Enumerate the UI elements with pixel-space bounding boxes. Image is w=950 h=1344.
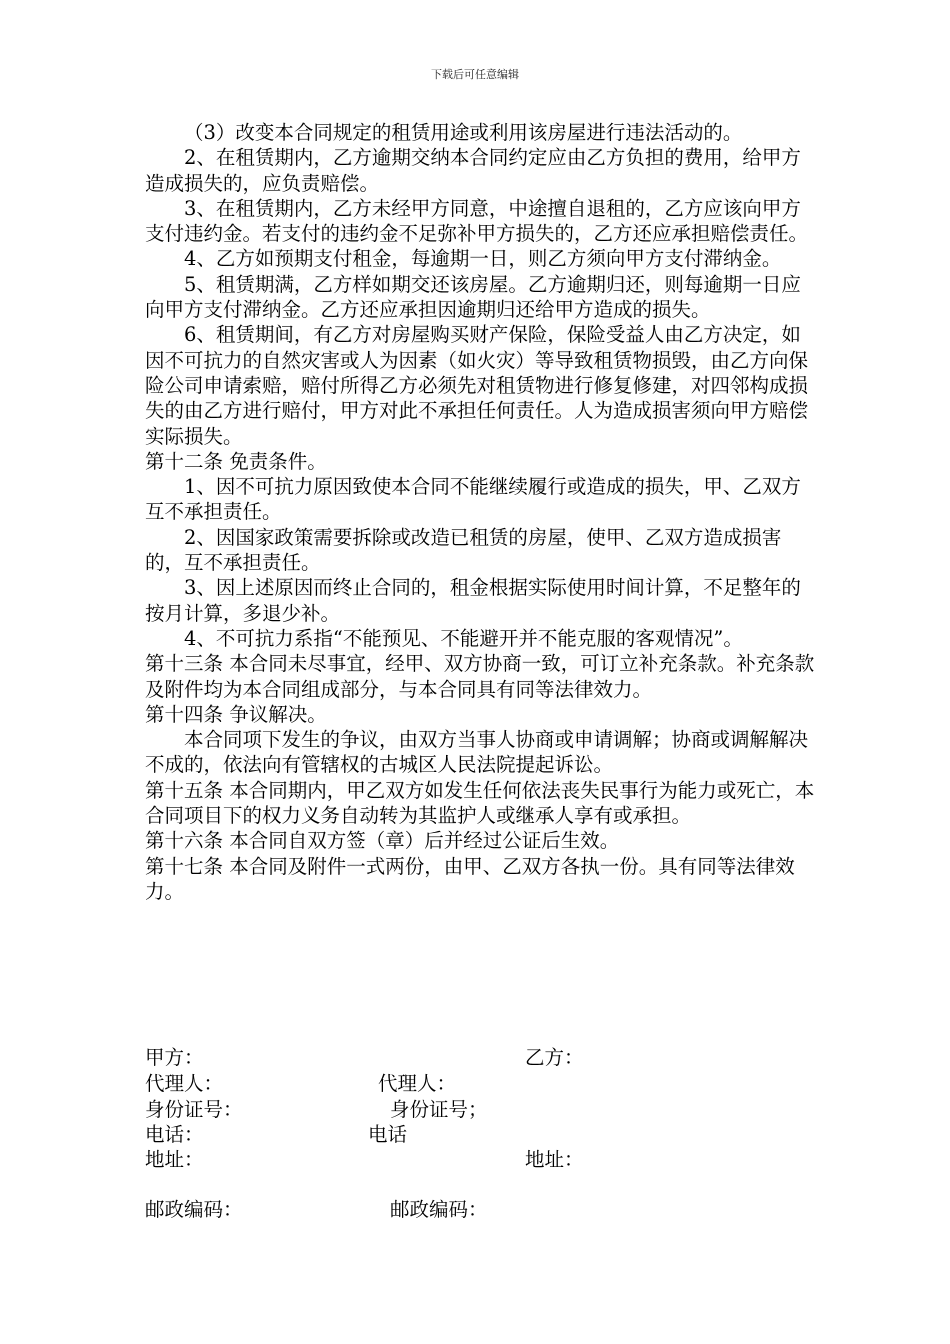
id-a-label: 身份证号： — [145, 1098, 243, 1121]
article-paragraph: 第十三条 本合同未尽事宜，经甲、双方协商一致，可订立补充条款。补充条款及附件均为本合同组成部分，与本合同具有同等法律效力。 — [145, 652, 815, 701]
phone-a-label: 电话： — [145, 1123, 204, 1146]
clause-paragraph: 4、乙方如预期支付租金，每逾期一日，则乙方须向甲方支付滞纳金。 — [184, 247, 782, 271]
clause-paragraph: 本合同项下发生的争议，由双方当事人协商或申请调解；协商或调解解决不成的，依法向有管辖权的古城区人民法院提起诉讼。 — [145, 728, 809, 777]
agent-a-label: 代理人： — [145, 1072, 224, 1095]
postal-a-label: 邮政编码： — [145, 1198, 243, 1221]
clause-paragraph: 2、在租赁期内，乙方逾期交纳本合同约定应由乙方负担的费用，给甲方造成损失的，应负责赔偿。 — [145, 146, 801, 195]
party-a-label: 甲方： — [145, 1046, 204, 1069]
article-paragraph: 第十六条 本合同自双方签（章）后并经过公证后生效。 — [145, 829, 620, 853]
page-header: 下载后可任意编辑 — [431, 68, 519, 81]
article-paragraph: 第十七条 本合同及附件一式两份，由甲、乙双方各执一份。具有同等法律效力。 — [145, 854, 795, 903]
article-heading: 第十四条 争议解决。 — [145, 702, 327, 726]
article-heading: 第十二条 免责条件。 — [145, 449, 327, 473]
party-b-label: 乙方： — [525, 1046, 584, 1069]
clause-paragraph: 1、因不可抗力原因致使本合同不能继续履行或造成的损失，甲、乙双方互不承担责任。 — [145, 475, 801, 524]
clause-paragraph: 3、在租赁期内，乙方未经甲方同意，中途擅自退租的，乙方应该向甲方支付违约金。若支付的违约金不足弥补甲方损失的，乙方还应承担赔偿责任。 — [145, 196, 809, 246]
phone-b-label: 电话 — [368, 1123, 408, 1146]
postal-b-label: 邮政编码： — [390, 1198, 488, 1221]
id-b-label: 身份证号； — [390, 1098, 488, 1121]
clause-paragraph: 2、因国家政策需要拆除或改造已租赁的房屋，使甲、乙双方造成损害的，互不承担责任。 — [145, 525, 782, 575]
contract-body — [145, 120, 815, 904]
clause-paragraph: 3、因上述原因而终止合同的，租金根据实际使用时间计算，不足整年的按月计算，多退少补。 — [145, 576, 801, 625]
agent-b-label: 代理人： — [378, 1072, 457, 1095]
clause-paragraph: （3）改变本合同规定的租赁用途或利用该房屋进行违法活动的。 — [184, 121, 743, 144]
article-paragraph: 第十五条 本合同期内，甲乙双方如发生任何依法丧失民事行为能力或死亡，本合同项目下的权力义务自动转为其监护人或继承人享有或承担。 — [145, 778, 815, 828]
clause-paragraph: 4、不可抗力系指“不能预见、不能避开并不能克服的客观情况”。 — [184, 626, 743, 650]
address-b-label: 地址： — [525, 1148, 584, 1171]
clause-paragraph: 6、租赁期间，有乙方对房屋购买财产保险，保险受益人由乙方决定，如因不可抗力的自然灾害或人为因素（如火灾）等导致租赁物损毁，由乙方向保险公司申请索赔，赔付所得乙方必须先对租赁物进行修复修建，对四邻构成损失的由乙方进行赔付，甲方对此不承担任何责任。人为造成损害须向甲方赔偿实际损失。 — [145, 323, 809, 448]
clause-paragraph: 5、租赁期满，乙方样如期交还该房屋。乙方逾期归还，则每逾期一日应向甲方支付滞纳金。乙方还应承担因逾期归还给甲方造成的损失。 — [145, 272, 801, 322]
address-a-label: 地址： — [145, 1148, 204, 1171]
